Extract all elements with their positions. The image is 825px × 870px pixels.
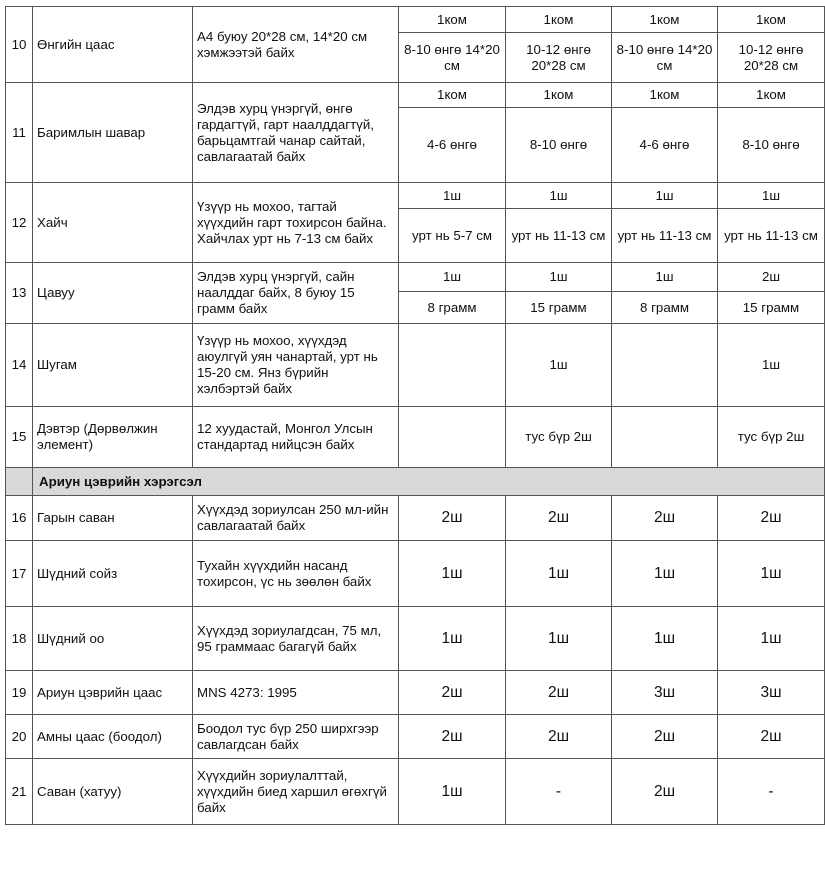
item-requirement: Тухайн хүүхдийн насанд тохирсон, үс нь зөөлөн байх [193, 541, 399, 607]
item-name: Дэвтэр (Дөрвөлжин элемент) [33, 407, 193, 468]
item-name: Гарын саван [33, 496, 193, 541]
table-row [6, 263, 825, 292]
item-requirement: А4 буюу 20*28 см, 14*20 см хэмжээтэй байх [193, 7, 399, 83]
row-number: 20 [6, 715, 33, 759]
table-row [6, 407, 825, 468]
qty-cell: 1ш [506, 263, 612, 292]
qty-cell: 1ком [612, 83, 718, 108]
row-number: 10 [6, 7, 33, 83]
spec-cell: 8-10 өнгө [718, 108, 825, 183]
table-row [6, 7, 825, 33]
qty-cell: 2ш [506, 715, 612, 759]
qty-cell: 2ш [718, 263, 825, 292]
qty-cell [399, 407, 506, 468]
section-header-row [6, 468, 825, 496]
item-requirement: Боодол тус бүр 250 ширхгээр савлагдсан байх [193, 715, 399, 759]
qty-cell: 1ш [612, 263, 718, 292]
qty-cell: 1ш [718, 541, 825, 607]
table-row [6, 324, 825, 407]
qty-cell: 1ком [506, 7, 612, 33]
qty-cell: 1ш [506, 541, 612, 607]
item-requirement: Хүүхдэд зориулагдсан, 75 мл, 95 граммаас багагүй байх [193, 607, 399, 671]
requirements-table [5, 6, 825, 825]
item-name: Амны цаас (боодол) [33, 715, 193, 759]
qty-cell: 1ш [399, 541, 506, 607]
item-name: Шүдний сойз [33, 541, 193, 607]
row-number: 12 [6, 183, 33, 263]
row-number: 17 [6, 541, 33, 607]
spec-cell: 15 грамм [506, 292, 612, 324]
qty-cell [612, 324, 718, 407]
item-requirement: Үзүүр нь мохоо, хүүхдэд аюулгүй уян чанартай, урт нь 15-20 см. Янз бүрийн хэлбэртэй байх [193, 324, 399, 407]
section-title: Ариун цэврийн хэрэгсэл [33, 468, 825, 496]
item-requirement: Элдэв хурц үнэргүй, өнгө гардагтүй, гарт наалддагтүй, барьцамтгай чанар сайтай, савлагаатай байх [193, 83, 399, 183]
row-number: 15 [6, 407, 33, 468]
item-requirement: Үзүүр нь мохоо, тагтай хүүхдийн гарт тохирсон байна. Хайчлах урт нь 7-13 см байх [193, 183, 399, 263]
spec-cell: урт нь 5-7 см [399, 209, 506, 263]
table-row [6, 496, 825, 541]
item-name: Цавуу [33, 263, 193, 324]
qty-cell: 1ш [399, 183, 506, 209]
spec-cell: 8-10 өнгө [506, 108, 612, 183]
qty-cell: 2ш [612, 759, 718, 825]
qty-cell: 1ком [399, 83, 506, 108]
row-number: 13 [6, 263, 33, 324]
spec-cell: 8 грамм [399, 292, 506, 324]
qty-cell: 2ш [718, 496, 825, 541]
table-row [6, 671, 825, 715]
qty-cell: 2ш [718, 715, 825, 759]
table-row [6, 759, 825, 825]
qty-cell: 2ш [399, 671, 506, 715]
spec-cell: урт нь 11-13 см [718, 209, 825, 263]
item-requirement: 12 хуудастай, Монгол Улсын стандартад нийцсэн байх [193, 407, 399, 468]
qty-cell: 2ш [612, 496, 718, 541]
spec-cell: урт нь 11-13 см [506, 209, 612, 263]
row-number: 16 [6, 496, 33, 541]
row-number: 19 [6, 671, 33, 715]
qty-cell: 1ш [718, 324, 825, 407]
spec-cell: 8-10 өнгө 14*20 см [399, 33, 506, 83]
section-number-cell [6, 468, 33, 496]
spec-cell: урт нь 11-13 см [612, 209, 718, 263]
qty-cell: 3ш [612, 671, 718, 715]
qty-cell: - [506, 759, 612, 825]
qty-cell [399, 324, 506, 407]
qty-cell: 1ш [718, 607, 825, 671]
table-row [6, 541, 825, 607]
qty-cell: 2ш [506, 496, 612, 541]
qty-cell: тус бүр 2ш [506, 407, 612, 468]
qty-cell: 1ш [506, 607, 612, 671]
item-name: Хайч [33, 183, 193, 263]
item-name: Саван (хатуу) [33, 759, 193, 825]
qty-cell: 1ком [506, 83, 612, 108]
qty-cell: 2ш [612, 715, 718, 759]
qty-cell [612, 407, 718, 468]
qty-cell: 1ш [399, 263, 506, 292]
spec-cell: 8-10 өнгө 14*20 см [612, 33, 718, 83]
qty-cell: 1ком [399, 7, 506, 33]
qty-cell: 1ш [612, 541, 718, 607]
row-number: 21 [6, 759, 33, 825]
item-requirement: Элдэв хурц үнэргүй, сайн наалддаг байх, 8 буюу 15 грамм байх [193, 263, 399, 324]
item-requirement: MNS 4273: 1995 [193, 671, 399, 715]
qty-cell: 1ком [718, 83, 825, 108]
qty-cell: 1ком [612, 7, 718, 33]
row-number: 14 [6, 324, 33, 407]
spec-cell: 8 грамм [612, 292, 718, 324]
row-number: 18 [6, 607, 33, 671]
item-requirement: Хүүхдийн зориулалттай, хүүхдийн биед харшил өгөхгүй байх [193, 759, 399, 825]
qty-cell: - [718, 759, 825, 825]
spec-cell: 10-12 өнгө 20*28 см [718, 33, 825, 83]
qty-cell: 2ш [399, 496, 506, 541]
table-row [6, 715, 825, 759]
qty-cell: 3ш [718, 671, 825, 715]
qty-cell: 2ш [399, 715, 506, 759]
qty-cell: 1ш [399, 607, 506, 671]
qty-cell: 1ш [718, 183, 825, 209]
qty-cell: 2ш [506, 671, 612, 715]
item-name: Баримлын шавар [33, 83, 193, 183]
row-number: 11 [6, 83, 33, 183]
qty-cell: 1ком [718, 7, 825, 33]
spec-cell: 4-6 өнгө [612, 108, 718, 183]
item-name: Шүдний оо [33, 607, 193, 671]
item-requirement: Хүүхдэд зориулсан 250 мл-ийн савлагаатай байх [193, 496, 399, 541]
qty-cell: 1ш [399, 759, 506, 825]
item-name: Ариун цэврийн цаас [33, 671, 193, 715]
table-row [6, 183, 825, 209]
spec-cell: 15 грамм [718, 292, 825, 324]
spec-cell: 4-6 өнгө [399, 108, 506, 183]
qty-cell: 1ш [612, 183, 718, 209]
qty-cell: тус бүр 2ш [718, 407, 825, 468]
qty-cell: 1ш [506, 324, 612, 407]
table-row [6, 83, 825, 108]
item-name: Шугам [33, 324, 193, 407]
table-row [6, 607, 825, 671]
qty-cell: 1ш [506, 183, 612, 209]
qty-cell: 1ш [612, 607, 718, 671]
spec-cell: 10-12 өнгө 20*28 см [506, 33, 612, 83]
item-name: Өнгийн цаас [33, 7, 193, 83]
